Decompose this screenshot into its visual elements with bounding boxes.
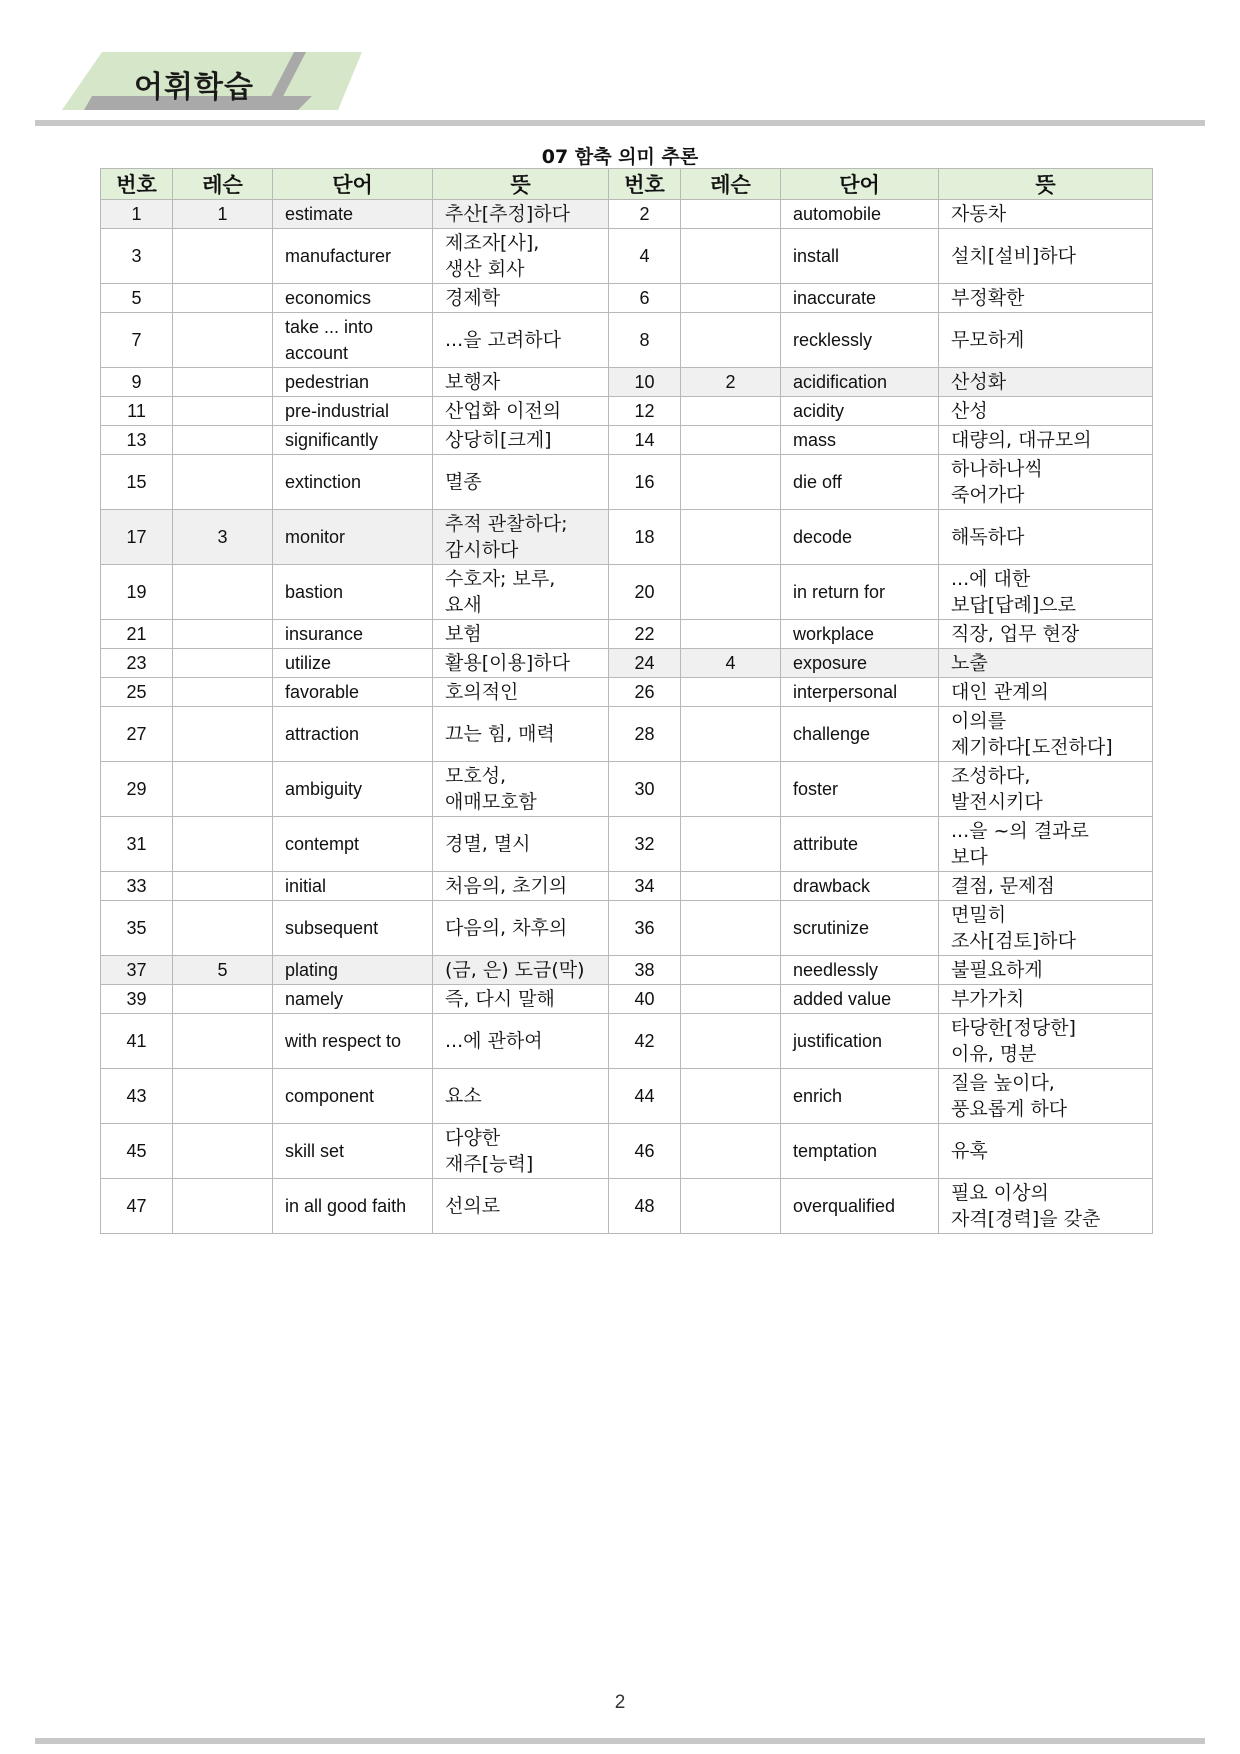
cell-word: component xyxy=(273,1069,433,1124)
cell-word: decode xyxy=(781,510,939,565)
cell-meaning: 선의로 xyxy=(433,1179,609,1234)
cell-lesson xyxy=(681,284,781,313)
cell-meaning: 대량의, 대규모의 xyxy=(939,426,1153,455)
cell-number: 42 xyxy=(609,1014,681,1069)
table-body xyxy=(101,200,1153,1234)
cell-lesson xyxy=(681,1179,781,1234)
cell-number: 6 xyxy=(609,284,681,313)
cell-word: namely xyxy=(273,985,433,1014)
cell-number: 39 xyxy=(101,985,173,1014)
cell-number: 12 xyxy=(609,397,681,426)
table-row xyxy=(101,426,1153,455)
header-word-left: 단어 xyxy=(273,169,433,200)
cell-lesson xyxy=(173,678,273,707)
cell-number: 35 xyxy=(101,901,173,956)
cell-word: monitor xyxy=(273,510,433,565)
cell-number: 13 xyxy=(101,426,173,455)
cell-meaning: 끄는 힘, 매력 xyxy=(433,707,609,762)
cell-lesson: 5 xyxy=(173,956,273,985)
cell-word: significantly xyxy=(273,426,433,455)
table-row xyxy=(101,1014,1153,1069)
cell-word: extinction xyxy=(273,455,433,510)
cell-word: inaccurate xyxy=(781,284,939,313)
cell-number: 5 xyxy=(101,284,173,313)
cell-lesson xyxy=(681,455,781,510)
table-title: 07 함축 의미 추론 xyxy=(541,146,699,168)
table-row xyxy=(101,817,1153,872)
cell-number: 38 xyxy=(609,956,681,985)
cell-meaning: 대인 관계의 xyxy=(939,678,1153,707)
cell-word: acidity xyxy=(781,397,939,426)
cell-meaning: 면밀히 조사[검토]하다 xyxy=(939,901,1153,956)
cell-number: 14 xyxy=(609,426,681,455)
cell-number: 2 xyxy=(609,200,681,229)
cell-lesson: 1 xyxy=(173,200,273,229)
top-divider xyxy=(35,120,1205,126)
cell-word: die off xyxy=(781,455,939,510)
cell-lesson xyxy=(173,313,273,368)
cell-meaning: 해독하다 xyxy=(939,510,1153,565)
cell-meaning: 추산[추정]하다 xyxy=(433,200,609,229)
cell-number: 4 xyxy=(609,229,681,284)
cell-number: 8 xyxy=(609,313,681,368)
cell-meaning: 즉, 다시 말해 xyxy=(433,985,609,1014)
cell-lesson xyxy=(173,565,273,620)
cell-word: drawback xyxy=(781,872,939,901)
table-row xyxy=(101,284,1153,313)
cell-lesson xyxy=(173,649,273,678)
cell-meaning: 조성하다, 발전시키다 xyxy=(939,762,1153,817)
cell-lesson xyxy=(173,762,273,817)
header-number-left: 번호 xyxy=(101,169,173,200)
cell-meaning: 경멸, 멸시 xyxy=(433,817,609,872)
cell-number: 37 xyxy=(101,956,173,985)
cell-number: 25 xyxy=(101,678,173,707)
cell-lesson xyxy=(681,985,781,1014)
cell-number: 24 xyxy=(609,649,681,678)
cell-word: skill set xyxy=(273,1124,433,1179)
table-row xyxy=(101,510,1153,565)
cell-number: 32 xyxy=(609,817,681,872)
cell-meaning: 이의를 제기하다[도전하다] xyxy=(939,707,1153,762)
cell-word: manufacturer xyxy=(273,229,433,284)
cell-meaning: 제조자[사], 생산 회사 xyxy=(433,229,609,284)
cell-word: install xyxy=(781,229,939,284)
cell-lesson xyxy=(681,901,781,956)
vocabulary-table xyxy=(100,168,1153,1234)
header-lesson-right: 레슨 xyxy=(681,169,781,200)
cell-word: subsequent xyxy=(273,901,433,956)
bottom-divider xyxy=(35,1738,1205,1744)
cell-meaning: ...을 ~의 결과로 보다 xyxy=(939,817,1153,872)
cell-lesson xyxy=(173,397,273,426)
cell-meaning: 보험 xyxy=(433,620,609,649)
cell-lesson xyxy=(681,620,781,649)
cell-meaning: 노출 xyxy=(939,649,1153,678)
cell-lesson xyxy=(173,985,273,1014)
cell-word: contempt xyxy=(273,817,433,872)
header-number-right: 번호 xyxy=(609,169,681,200)
cell-number: 21 xyxy=(101,620,173,649)
cell-number: 18 xyxy=(609,510,681,565)
cell-meaning: 결점, 문제점 xyxy=(939,872,1153,901)
cell-word: attraction xyxy=(273,707,433,762)
cell-word: added value xyxy=(781,985,939,1014)
cell-number: 47 xyxy=(101,1179,173,1234)
cell-word: utilize xyxy=(273,649,433,678)
cell-meaning: 추적 관찰하다; 감시하다 xyxy=(433,510,609,565)
cell-word: needlessly xyxy=(781,956,939,985)
cell-lesson xyxy=(173,455,273,510)
header-meaning-left: 뜻 xyxy=(433,169,609,200)
cell-meaning: 질을 높이다, 풍요롭게 하다 xyxy=(939,1069,1153,1124)
cell-word: pre-industrial xyxy=(273,397,433,426)
cell-meaning: ...에 관하여 xyxy=(433,1014,609,1069)
cell-number: 44 xyxy=(609,1069,681,1124)
cell-meaning: ...을 고려하다 xyxy=(433,313,609,368)
cell-lesson xyxy=(173,872,273,901)
cell-number: 19 xyxy=(101,565,173,620)
cell-word: economics xyxy=(273,284,433,313)
table-row xyxy=(101,313,1153,368)
cell-word: foster xyxy=(781,762,939,817)
cell-meaning: 다양한 재주[능력] xyxy=(433,1124,609,1179)
table-row xyxy=(101,678,1153,707)
table-row xyxy=(101,368,1153,397)
table-row xyxy=(101,956,1153,985)
cell-word: interpersonal xyxy=(781,678,939,707)
cell-lesson xyxy=(681,872,781,901)
table-row xyxy=(101,565,1153,620)
cell-number: 27 xyxy=(101,707,173,762)
cell-number: 34 xyxy=(609,872,681,901)
table-row xyxy=(101,872,1153,901)
cell-meaning: 유혹 xyxy=(939,1124,1153,1179)
table-row xyxy=(101,200,1153,229)
cell-lesson: 3 xyxy=(173,510,273,565)
cell-lesson xyxy=(681,1124,781,1179)
table-row xyxy=(101,455,1153,510)
cell-lesson xyxy=(681,678,781,707)
header-meaning-right: 뜻 xyxy=(939,169,1153,200)
cell-meaning: 활용[이용]하다 xyxy=(433,649,609,678)
cell-word: attribute xyxy=(781,817,939,872)
cell-word: automobile xyxy=(781,200,939,229)
table-row xyxy=(101,762,1153,817)
cell-lesson xyxy=(681,707,781,762)
cell-meaning: 불필요하게 xyxy=(939,956,1153,985)
table-row xyxy=(101,229,1153,284)
table-row xyxy=(101,1179,1153,1234)
cell-word: scrutinize xyxy=(781,901,939,956)
cell-number: 29 xyxy=(101,762,173,817)
cell-number: 10 xyxy=(609,368,681,397)
cell-word: initial xyxy=(273,872,433,901)
cell-number: 33 xyxy=(101,872,173,901)
cell-word: with respect to xyxy=(273,1014,433,1069)
cell-lesson xyxy=(173,1069,273,1124)
cell-number: 17 xyxy=(101,510,173,565)
cell-word: in return for xyxy=(781,565,939,620)
cell-number: 31 xyxy=(101,817,173,872)
cell-word: exposure xyxy=(781,649,939,678)
cell-lesson xyxy=(681,1014,781,1069)
cell-word: insurance xyxy=(273,620,433,649)
cell-lesson xyxy=(681,565,781,620)
header-lesson-left: 레슨 xyxy=(173,169,273,200)
cell-lesson xyxy=(681,762,781,817)
table-row xyxy=(101,649,1153,678)
cell-number: 11 xyxy=(101,397,173,426)
cell-lesson xyxy=(173,901,273,956)
cell-lesson xyxy=(173,1179,273,1234)
cell-word: recklessly xyxy=(781,313,939,368)
table-row xyxy=(101,901,1153,956)
cell-lesson xyxy=(681,200,781,229)
cell-word: temptation xyxy=(781,1124,939,1179)
cell-meaning: 요소 xyxy=(433,1069,609,1124)
table-row xyxy=(101,985,1153,1014)
cell-number: 46 xyxy=(609,1124,681,1179)
cell-lesson xyxy=(681,817,781,872)
cell-word: in all good faith xyxy=(273,1179,433,1234)
cell-lesson xyxy=(681,229,781,284)
cell-word: workplace xyxy=(781,620,939,649)
cell-meaning: 필요 이상의 자격[경력]을 갖춘 xyxy=(939,1179,1153,1234)
cell-meaning: ...에 대한 보답[답례]으로 xyxy=(939,565,1153,620)
cell-word: acidification xyxy=(781,368,939,397)
cell-number: 48 xyxy=(609,1179,681,1234)
cell-number: 43 xyxy=(101,1069,173,1124)
cell-number: 22 xyxy=(609,620,681,649)
cell-lesson: 4 xyxy=(681,649,781,678)
cell-meaning: 자동차 xyxy=(939,200,1153,229)
table-row xyxy=(101,397,1153,426)
cell-number: 3 xyxy=(101,229,173,284)
cell-lesson xyxy=(173,817,273,872)
cell-word: mass xyxy=(781,426,939,455)
cell-number: 41 xyxy=(101,1014,173,1069)
cell-number: 30 xyxy=(609,762,681,817)
cell-word: pedestrian xyxy=(273,368,433,397)
cell-meaning: 무모하게 xyxy=(939,313,1153,368)
cell-word: overqualified xyxy=(781,1179,939,1234)
cell-lesson xyxy=(173,229,273,284)
cell-lesson xyxy=(681,397,781,426)
cell-meaning: 멸종 xyxy=(433,455,609,510)
table-row xyxy=(101,707,1153,762)
cell-word: favorable xyxy=(273,678,433,707)
cell-lesson xyxy=(173,1014,273,1069)
cell-word: ambiguity xyxy=(273,762,433,817)
cell-word: bastion xyxy=(273,565,433,620)
table-row xyxy=(101,620,1153,649)
cell-number: 28 xyxy=(609,707,681,762)
cell-number: 23 xyxy=(101,649,173,678)
cell-number: 20 xyxy=(609,565,681,620)
cell-number: 45 xyxy=(101,1124,173,1179)
cell-meaning: 처음의, 초기의 xyxy=(433,872,609,901)
cell-number: 26 xyxy=(609,678,681,707)
cell-meaning: 산성 xyxy=(939,397,1153,426)
header-title: 어휘학습 xyxy=(134,70,254,105)
cell-word: enrich xyxy=(781,1069,939,1124)
cell-meaning: 산업화 이전의 xyxy=(433,397,609,426)
cell-lesson xyxy=(173,426,273,455)
header-word-right: 단어 xyxy=(781,169,939,200)
cell-meaning: 하나하나씩 죽어가다 xyxy=(939,455,1153,510)
cell-meaning: 보행자 xyxy=(433,368,609,397)
cell-number: 1 xyxy=(101,200,173,229)
cell-meaning: 타당한[정당한] 이유, 명분 xyxy=(939,1014,1153,1069)
cell-meaning: 직장, 업무 현장 xyxy=(939,620,1153,649)
table-row xyxy=(101,1069,1153,1124)
cell-word: challenge xyxy=(781,707,939,762)
cell-number: 16 xyxy=(609,455,681,510)
cell-meaning: 다음의, 차후의 xyxy=(433,901,609,956)
cell-lesson xyxy=(173,1124,273,1179)
cell-lesson xyxy=(173,707,273,762)
cell-meaning: 설치[설비]하다 xyxy=(939,229,1153,284)
cell-lesson xyxy=(173,620,273,649)
cell-meaning: 호의적인 xyxy=(433,678,609,707)
cell-lesson xyxy=(681,956,781,985)
cell-number: 7 xyxy=(101,313,173,368)
cell-lesson xyxy=(681,426,781,455)
cell-word: estimate xyxy=(273,200,433,229)
cell-lesson xyxy=(681,510,781,565)
page-number: 2 xyxy=(614,1692,626,1713)
cell-meaning: 부가가치 xyxy=(939,985,1153,1014)
cell-number: 40 xyxy=(609,985,681,1014)
cell-meaning: 부정확한 xyxy=(939,284,1153,313)
cell-word: plating xyxy=(273,956,433,985)
cell-lesson xyxy=(173,284,273,313)
cell-word: take ... into account xyxy=(273,313,433,368)
cell-meaning: 경제학 xyxy=(433,284,609,313)
cell-lesson xyxy=(681,313,781,368)
cell-meaning: 모호성, 애매모호함 xyxy=(433,762,609,817)
cell-meaning: 산성화 xyxy=(939,368,1153,397)
cell-number: 9 xyxy=(101,368,173,397)
cell-lesson xyxy=(681,1069,781,1124)
cell-word: justification xyxy=(781,1014,939,1069)
cell-lesson: 2 xyxy=(681,368,781,397)
cell-number: 36 xyxy=(609,901,681,956)
cell-meaning: 수호자; 보루, 요새 xyxy=(433,565,609,620)
table-row xyxy=(101,1124,1153,1179)
cell-meaning: 상당히[크게] xyxy=(433,426,609,455)
table-header-row xyxy=(101,169,1153,200)
cell-lesson xyxy=(173,368,273,397)
cell-meaning: (금, 은) 도금(막) xyxy=(433,956,609,985)
cell-number: 15 xyxy=(101,455,173,510)
